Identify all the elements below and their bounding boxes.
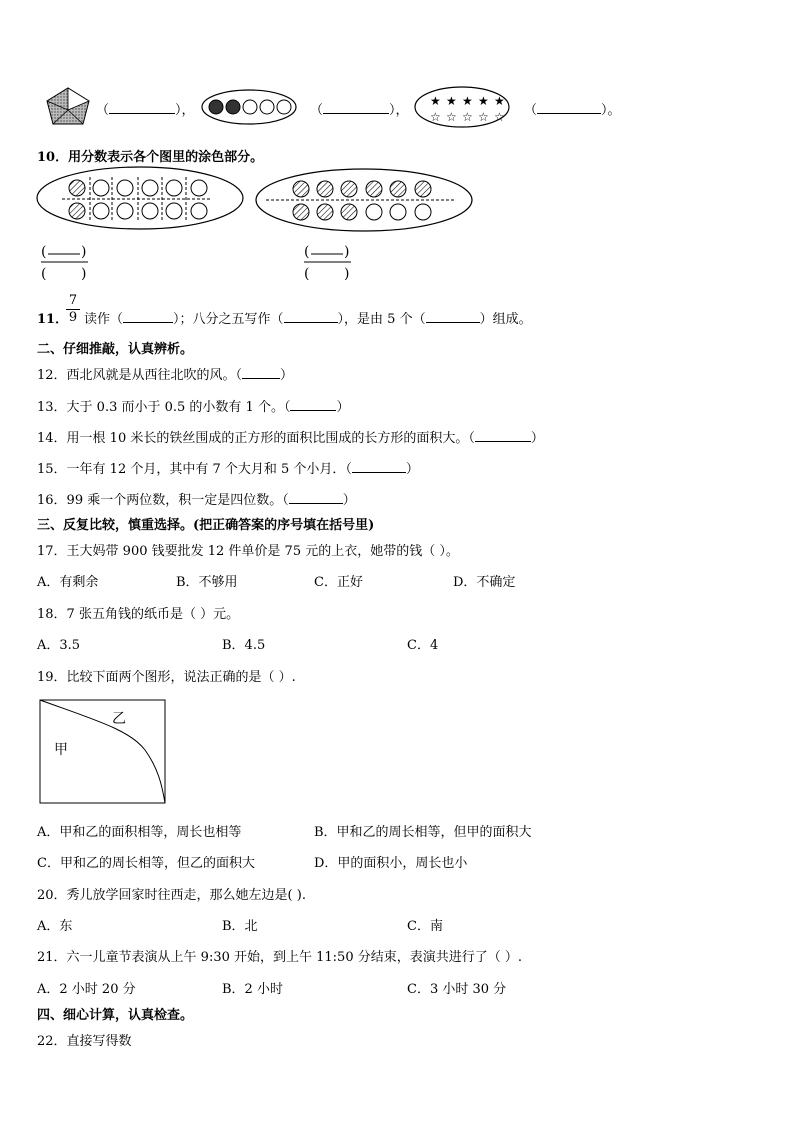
q20-option-a[interactable]: A．东 xyxy=(37,919,73,934)
q17-option-c[interactable]: C．正好 xyxy=(314,575,363,590)
q21-option-a[interactable]: A．2 小时 20 分 xyxy=(37,982,136,997)
q11-row xyxy=(37,308,68,327)
svg-text:☆: ☆ xyxy=(446,110,457,124)
svg-text:★: ★ xyxy=(446,94,457,108)
q22-text: 22．直接写得数 xyxy=(37,1034,132,1049)
q9-blank-1[interactable]: （ ）， xyxy=(96,103,195,118)
circles-ellipse xyxy=(202,90,296,124)
stars-ellipse xyxy=(415,87,509,127)
svg-text:): ) xyxy=(81,244,87,260)
section-3-heading: 三、反复比较，慎重选择。(把正确答案的序号填在括号里) xyxy=(37,518,375,533)
q13: 13．大于 0.3 而小于 0.5 的小数有 1 个。（ ） xyxy=(37,400,350,415)
q19-text: 19．比较下面两个图形，说法正确的是（ ）. xyxy=(37,670,296,685)
q17-option-a[interactable]: A．有剩余 xyxy=(37,575,99,590)
q20-option-c[interactable]: C．南 xyxy=(407,919,443,934)
q17-option-d[interactable]: D．不确定 xyxy=(453,575,516,590)
q19-label-yi: 乙 xyxy=(112,711,126,727)
svg-text:): ) xyxy=(344,266,350,282)
q21-option-b[interactable]: B．2 小时 xyxy=(222,982,283,997)
q18-option-b[interactable]: B．4.5 xyxy=(222,638,266,653)
q12: 12．西北风就是从西往北吹的风。（ ） xyxy=(37,368,294,383)
q11-fraction: 7 9 xyxy=(66,294,80,325)
q16: 16．99 乘一个两位数，积一定是四位数。（ ） xyxy=(37,493,356,508)
svg-text:): ) xyxy=(81,266,87,282)
svg-text:☆: ☆ xyxy=(478,110,489,124)
q19-option-b[interactable]: B．甲和乙的周长相等，但甲的面积大 xyxy=(314,825,532,840)
svg-text:★: ★ xyxy=(430,94,441,108)
q19-option-a[interactable]: A．甲和乙的面积相等，周长也相等 xyxy=(37,825,242,840)
svg-text:☆: ☆ xyxy=(430,110,441,124)
svg-text:(: ( xyxy=(304,266,310,282)
q11-text: 读作（ ）；八分之五写作（ ），是由 5 个（ ）组成。 xyxy=(84,312,532,327)
q19-option-c[interactable]: C．甲和乙的周长相等，但乙的面积大 xyxy=(37,856,255,871)
svg-text:): ) xyxy=(344,244,350,260)
q10-text: 10．用分数表示各个图里的涂色部分。 xyxy=(37,150,264,165)
q9-blank-2[interactable]: （ ）， xyxy=(310,103,409,118)
svg-text:★: ★ xyxy=(462,94,473,108)
q10-figure-2 xyxy=(256,169,472,231)
q9-blank-3[interactable]: （ ）。 xyxy=(524,103,621,118)
q17-text: 17．王大妈带 900 钱要批发 12 件单价是 75 元的上衣，她带的钱（ ）。 xyxy=(37,544,459,559)
q20-text: 20．秀儿放学回家时往西走，那么她左边是( ). xyxy=(37,888,306,903)
svg-text:★: ★ xyxy=(494,94,505,108)
q11-num: 11． xyxy=(37,312,69,327)
q14: 14．用一根 10 米长的铁丝围成的正方形的面积比围成的长方形的面积大。（ ） xyxy=(37,431,544,446)
q10-figure-1 xyxy=(37,167,243,229)
q10-fraction-blank-1 xyxy=(41,244,88,282)
svg-text:☆: ☆ xyxy=(462,110,473,124)
svg-text:☆: ☆ xyxy=(494,110,505,124)
q18-text: 18．7 张五角钱的纸币是（ ）元。 xyxy=(37,607,240,622)
section-4-heading: 四、细心计算，认真检查。 xyxy=(37,1008,194,1023)
section-2-heading: 二、仔细推敲，认真辨析。 xyxy=(37,342,194,357)
q15: 15．一年有 12 个月，其中有 7 个大月和 5 个小月．（ ） xyxy=(37,462,419,477)
q21-option-c[interactable]: C．3 小时 30 分 xyxy=(407,982,507,997)
q21-text: 21．六一儿童节表演从上午 9:30 开始，到上午 11:50 分结束，表演共进行了（ ）. xyxy=(37,950,522,965)
q18-option-c[interactable]: C．4 xyxy=(407,638,439,653)
pentagon-shape xyxy=(47,88,89,124)
frac-open: ( xyxy=(41,244,47,260)
q19-option-d[interactable]: D．甲的面积小，周长也小 xyxy=(314,856,468,871)
svg-text:(: ( xyxy=(41,266,47,282)
svg-text:★: ★ xyxy=(478,94,489,108)
q18-option-a[interactable]: A．3.5 xyxy=(37,638,81,653)
q17-option-b[interactable]: B．不够用 xyxy=(176,575,238,590)
q19-label-jia: 甲 xyxy=(54,742,68,758)
svg-text:(: ( xyxy=(304,244,310,260)
q20-option-b[interactable]: B．北 xyxy=(222,919,258,934)
q10-fraction-blank-2 xyxy=(304,244,351,282)
